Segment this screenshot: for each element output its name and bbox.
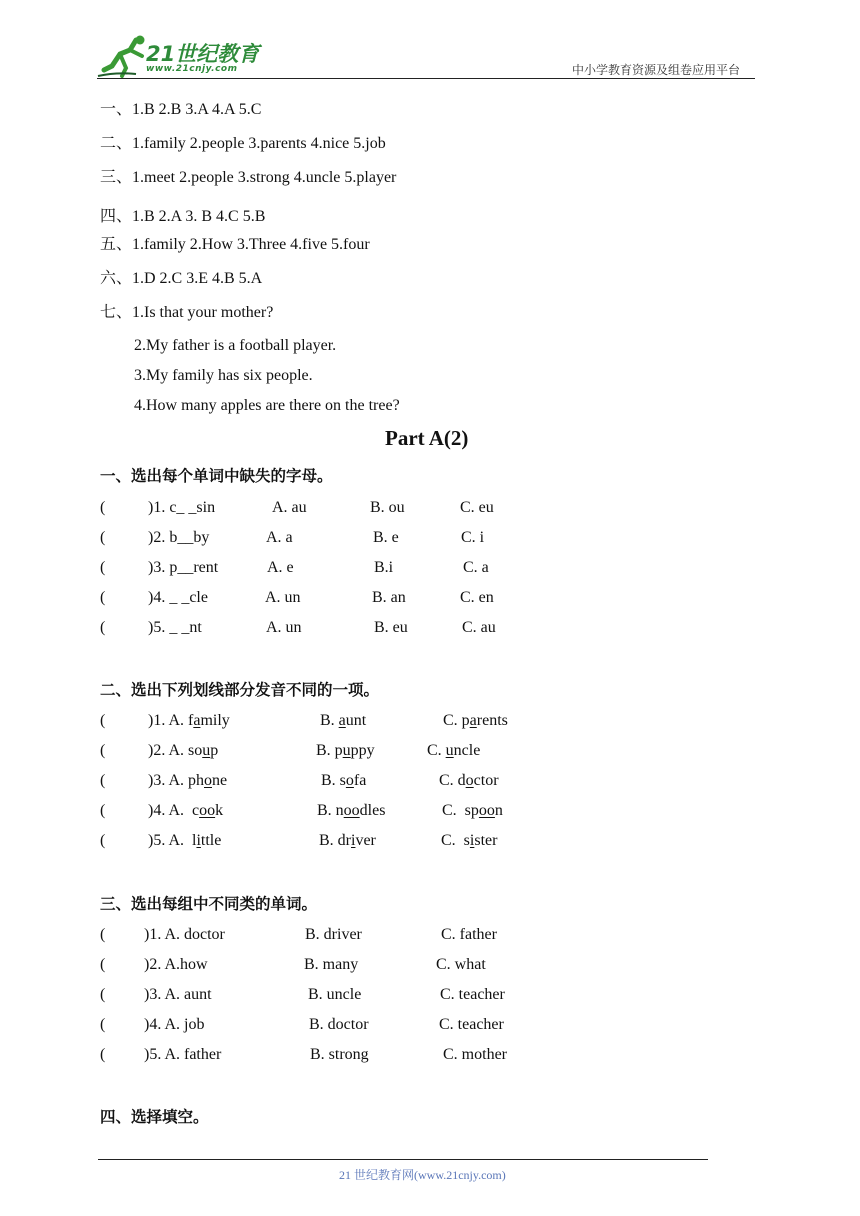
word-rest: ttle (200, 832, 222, 849)
paren: ( (100, 772, 106, 789)
paren: ( (100, 1046, 106, 1063)
option-c: C. teacher (439, 1016, 504, 1033)
question-prefix: )1. A. f (148, 712, 194, 729)
word-rest: ver (355, 832, 376, 849)
answer-line: 一、1.B 2.B 3.A 4.A 5.C (100, 101, 262, 118)
option-prefix: C. s (441, 832, 470, 849)
paren: ( (100, 559, 106, 576)
underlined-letters: i (196, 832, 201, 849)
option-b: B. e (373, 529, 399, 546)
section-heading: 三、选出每组中不同类的单词。 (100, 895, 318, 913)
question: )2. b__by (148, 529, 210, 546)
option-prefix: B. dr (319, 832, 351, 849)
option-b (320, 711, 366, 731)
paren: ( (100, 619, 106, 636)
underlined-letters: oo (343, 802, 360, 819)
option-b: B. driver (305, 926, 362, 943)
paren: ( (100, 832, 106, 849)
option-c: C. a (463, 559, 489, 576)
option-a: A. e (267, 559, 294, 576)
logo-runner-icon (96, 34, 152, 78)
underlined-letters: a (338, 712, 346, 729)
platform-text: 中小学教育资源及组卷应用平台 (572, 63, 741, 77)
question: )3. A. aunt (144, 986, 212, 1003)
answer-line: 五、1.family 2.How 3.Three 4.five 5.four (100, 236, 370, 253)
answer-line: 四、1.B 2.A 3. B 4.C 5.B (100, 208, 266, 225)
word-rest: unt (345, 712, 367, 729)
question (148, 801, 223, 821)
question-prefix: )2. A. so (148, 742, 203, 759)
paren: ( (100, 712, 106, 729)
option-b: B. uncle (308, 986, 362, 1003)
answer-line: 3.My family has six people. (134, 367, 313, 384)
paren: ( (100, 956, 106, 973)
word-rest: ne (212, 772, 228, 789)
option-a: A. au (272, 499, 307, 516)
question-prefix: )4. A. c (148, 802, 200, 819)
question: )4. A. job (144, 1016, 205, 1033)
option-b (319, 831, 376, 851)
answer-line: 4.How many apples are there on the tree? (134, 397, 400, 414)
option-b: B.i (374, 559, 394, 576)
paren: ( (100, 802, 106, 819)
answer-line: 三、1.meet 2.people 3.strong 4.uncle 5.player (100, 169, 397, 186)
underlined-letters: o (345, 772, 354, 789)
option-b: B. eu (374, 619, 408, 636)
option-c: C. en (460, 589, 494, 606)
footer-link[interactable]: 21 世纪教育网(www.21cnjy.com) (339, 1168, 506, 1182)
option-a: A. un (265, 589, 301, 606)
paren: ( (100, 742, 106, 759)
underlined-letters: u (342, 742, 351, 759)
underlined-letters: u (202, 742, 211, 759)
option-b (321, 771, 366, 791)
word-rest: ctor (473, 772, 499, 789)
option-prefix: C. (427, 742, 446, 759)
underlined-letters: oo (478, 802, 495, 819)
option-c (439, 771, 499, 791)
option-prefix: B. p (316, 742, 343, 759)
word-rest: rents (476, 712, 508, 729)
option-b: B. doctor (309, 1016, 369, 1033)
option-c (427, 741, 480, 761)
answer-line: 六、1.D 2.C 3.E 4.B 5.A (100, 270, 263, 287)
option-c: C. what (436, 956, 486, 973)
option-b: B. ou (370, 499, 405, 516)
word-rest: fa (353, 772, 367, 789)
option-prefix: C. d (439, 772, 466, 789)
option-prefix: B. (320, 712, 339, 729)
question: )5. A. father (144, 1046, 222, 1063)
option-c: C. father (441, 926, 497, 943)
word-rest: ppy (350, 742, 375, 759)
underlined-letters: o (465, 772, 474, 789)
paren: ( (100, 529, 106, 546)
option-c (442, 801, 503, 821)
question (148, 831, 221, 851)
footer-rule (98, 1159, 708, 1160)
question: )3. p__rent (148, 559, 219, 576)
underlined-letters: a (469, 712, 477, 729)
paren: ( (100, 986, 106, 1003)
question (148, 771, 227, 791)
option-b (316, 741, 375, 761)
logo-text: 21世纪教育 (146, 42, 260, 66)
option-c (441, 831, 497, 851)
answer-line: 2.My father is a football player. (134, 337, 337, 354)
option-c: C. au (462, 619, 496, 636)
option-prefix: C. p (443, 712, 470, 729)
section-heading: 二、选出下列划线部分发音不同的一项。 (100, 681, 380, 699)
underlined-letters: oo (199, 802, 216, 819)
underlined-letters: i (469, 832, 475, 849)
question: )2. A.how (144, 956, 208, 973)
word-rest: ncle (453, 742, 481, 759)
option-c (443, 711, 508, 731)
option-c: C. i (461, 529, 485, 546)
option-c: C. eu (460, 499, 494, 516)
question-prefix: )3. A. ph (148, 772, 204, 789)
question: )5. _ _nt (148, 619, 202, 636)
question: )4. _ _cle (148, 589, 208, 606)
answer-line: 二、1.family 2.people 3.parents 4.nice 5.job (100, 135, 386, 152)
part-title: Part A(2) (385, 426, 469, 450)
option-b: B. many (304, 956, 359, 973)
option-prefix: B. s (321, 772, 346, 789)
underlined-letters: a (193, 712, 201, 729)
question (148, 741, 218, 761)
option-a: A. un (266, 619, 302, 636)
paren: ( (100, 589, 106, 606)
option-a: A. a (266, 529, 293, 546)
word-rest: dles (359, 802, 386, 819)
paren: ( (100, 499, 106, 516)
word-rest: k (215, 802, 224, 819)
section-heading: 一、选出每个单词中缺失的字母。 (100, 467, 333, 485)
header-rule (97, 78, 755, 79)
option-c: C. mother (443, 1046, 507, 1063)
option-prefix: B. n (317, 802, 344, 819)
question: )1. A. doctor (144, 926, 225, 943)
underlined-letters: o (204, 772, 212, 789)
option-b (317, 801, 385, 821)
paren: ( (100, 926, 106, 943)
underlined-letters: i (351, 832, 356, 849)
underlined-letters: u (445, 742, 454, 759)
option-prefix: C. sp (442, 802, 479, 819)
option-c: C. teacher (440, 986, 505, 1003)
question: )1. c_ _sin (148, 499, 216, 516)
word-rest: mily (200, 712, 230, 729)
logo-url: www.21cnjy.com (146, 64, 238, 74)
answer-line: 七、1.Is that your mother? (100, 304, 274, 321)
word-rest: p (210, 742, 219, 759)
option-b: B. an (372, 589, 406, 606)
word-rest: n (494, 802, 503, 819)
paren: ( (100, 1016, 106, 1033)
section-heading: 四、选择填空。 (100, 1108, 209, 1126)
word-rest: ster (474, 832, 498, 849)
option-b: B. strong (310, 1046, 369, 1063)
question-prefix: )5. A. l (148, 832, 197, 849)
question (148, 711, 230, 731)
